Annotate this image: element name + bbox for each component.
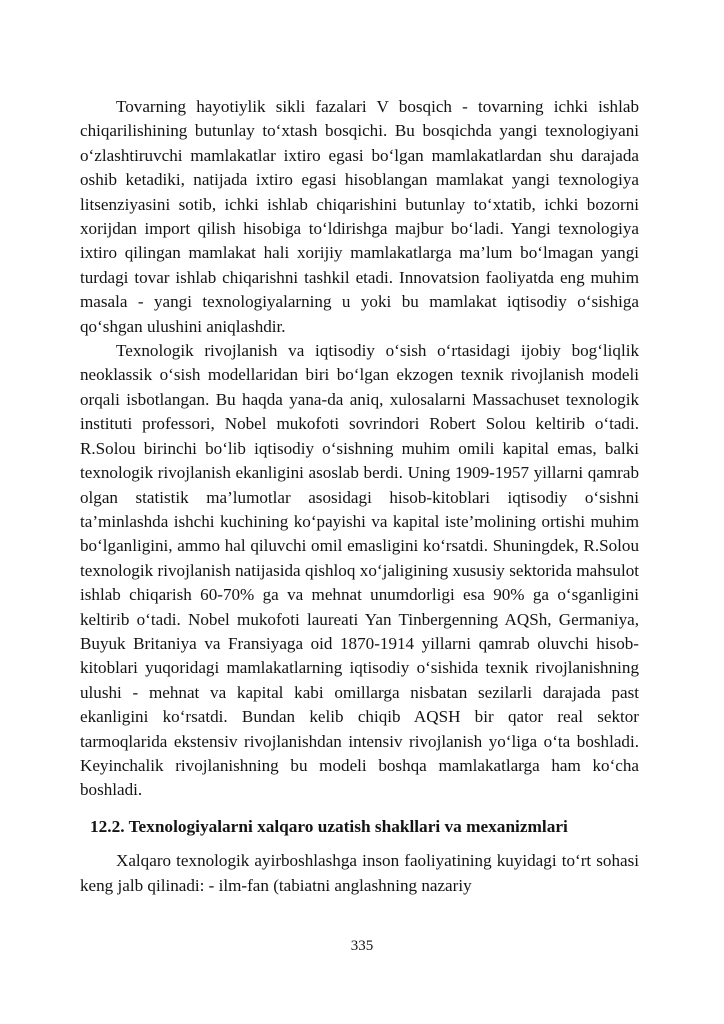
section-heading: 12.2. Texnologiyalarni xalqaro uzatish shakllari va mexanizmlari	[90, 816, 568, 836]
paragraph-product-lifecycle: Tovarning hayotiylik sikli fazalari V bosqich - tovarning ichki ishlab chiqarilishining butunlay to‘xtash bosqichi. Bu bosqichda yangi texnologiyani o‘zlashtiruvchi mamlakatlar ixtiro egasi bo‘lgan mamlakatlardan shu darajada oshib ketadiki, natijada ixtiro egasi hisoblangan mamlakat yangi texnologiya litsenziyasini sotib, ichki ishlab chiqarishini butunlay to‘xtatib, ichki bozorni xorijdan import qilish hisobiga to‘ldirishga majbur bo‘ladi. Yangi texnologiya ixtiro qilingan mamlakat hali xorijiy mamlakatlarga ma’lum bo‘lmagan yangi turdagi tovar ishlab chiqarishni tashkil etadi. Innovatsion faoliyatda eng muhim masala - yangi texnologiyalarning u yoki bu mamlakat iqtisodiy o‘sishiga qo‘shgan ulushini aniqlashdir.	[80, 97, 639, 336]
page-body	[80, 95, 639, 898]
paragraph-international-exchange: Xalqaro texnologik ayirboshlashga inson faoliyatining kuyidagi to‘rt sohasi keng jalb qilinadi: - ilm-fan (tabiatni anglashning nazariy	[80, 851, 639, 895]
paragraph-technology-growth: Texnologik rivojlanish va iqtisodiy o‘sish o‘rtasidagi ijobiy bog‘liqlik neoklassik o‘sish modellaridan biri bo‘lgan ekzogen texnik rivojlanish modeli orqali isbotlangan. Bu haqda yana-da aniq, xulosalarni Massachuset texnologik instituti professori, Nobel mukofoti sovrindori Robert Solou keltirib o‘tadi. R.Solou birinchi bo‘lib iqtisodiy o‘sishning muhim omili kapital emas, balki texnologik rivojlanish ekanligini asoslab berdi. Uning 1909-1957 yillarni qamrab olgan statistik ma’lumotlar asosidagi hisob-kitoblari iqtisodiy o‘sishni ta’minlashda ishchi kuchining ko‘payishi va kapital iste’molining ortishi muhim bo‘lganligini, ammo hal qiluvchi omil emasligini ko‘rsatdi. Shuningdek, R.Solou texnologik rivojlanish natijasida qishloq xo‘jaligining xususiy sektorida mahsulot ishlab chiqarish 60-70% ga va mehnat unumdorligi esa 90% ga o‘sganligini keltirib o‘tadi. Nobel mukofoti laureati Yan Tinbergenning AQSh, Germaniya, Buyuk Britaniya va Fransiyaga oid 1870-1914 yillarni qamrab oluvchi hisobkitoblari yuqoridagi mamlakatlarning iqtisodiy o‘sishida texnik rivojlanishning ulushi - mehnat va kapital kabi omillarga nisbatan sezilarli darajada past ekanligini ko‘rsatdi. Bundan kelib chiqib AQSH bir qator real sektor tarmoqlarida ekstensiv rivojlanishdan intensiv rivojlanish yo‘liga o‘ta boshladi. Keyinchalik rivojlanishning bu modeli boshqa mamlakatlarga ham ko‘cha boshladi.	[80, 341, 639, 800]
page-number: 335	[350, 938, 374, 954]
